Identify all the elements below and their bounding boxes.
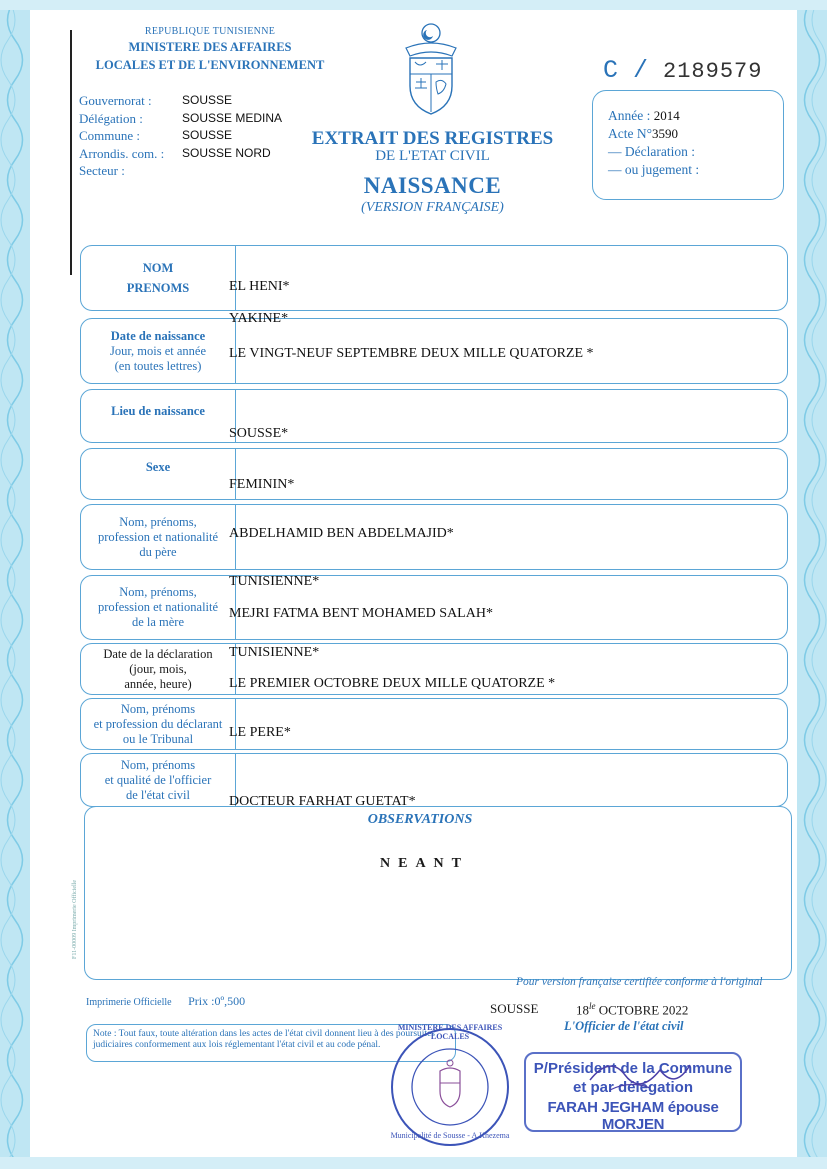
father-name-value: ABDELHAMID BEN ABDELMAJID*	[229, 526, 454, 541]
birthdate-label-1: Date de naissance	[110, 328, 206, 343]
stamp-line-3: FARAH JEGHAM épouse MORJEN	[547, 1099, 719, 1133]
location-label: Secteur :	[79, 163, 125, 178]
location-value: SOUSSE NORD	[182, 145, 271, 160]
act-row	[608, 125, 699, 143]
location-label: Commune :	[79, 128, 141, 143]
observations-title: OBSERVATIONS	[367, 812, 473, 827]
mother-nationality-value: TUNISIENNE*	[229, 645, 320, 660]
officer-label-2: et qualité de l'officier	[104, 772, 212, 787]
issue-month-year: OCTOBRE 2022	[598, 1002, 689, 1018]
row-label	[81, 505, 236, 569]
ministry-line-1: MINISTERE DES AFFAIRES	[128, 40, 292, 54]
declaration-label-1: Date de la déclaration	[103, 646, 213, 661]
row-label	[81, 319, 236, 383]
issue-day: 18	[576, 1002, 589, 1018]
father-nationality-value: TUNISIENNE*	[229, 574, 320, 589]
row-label	[81, 644, 236, 694]
act-label: Acte N°	[608, 126, 653, 141]
serial-value: 2189579	[663, 59, 763, 84]
ministry-header	[80, 26, 340, 73]
declaration-label-2: (jour, mois,	[129, 661, 187, 676]
row-birthplace	[80, 389, 788, 443]
declarant-label-1: Nom, prénoms	[120, 701, 196, 716]
round-stamp-bottom-text: Municipalité de Sousse - A.Khezema	[390, 1131, 510, 1140]
declarant-label-3: ou le Tribunal	[122, 731, 194, 746]
coat-of-arms-icon	[400, 22, 462, 118]
mother-label-2: profession et nationalité	[97, 600, 219, 614]
sex-value: FEMININ*	[229, 477, 295, 492]
stamp-line-1: P/Président de la Commune	[533, 1060, 733, 1077]
signature-icon	[580, 1050, 700, 1100]
location-row	[79, 145, 282, 163]
year-row	[608, 107, 699, 125]
ministry-line-2: LOCALES ET DE L'ENVIRONNEMENT	[95, 58, 325, 72]
row-officer	[80, 753, 788, 807]
location-row	[79, 162, 282, 180]
right-guilloche-border	[797, 0, 827, 1169]
row-label	[81, 390, 236, 442]
registry-box	[592, 90, 784, 200]
price-label: Prix :0º,500	[188, 994, 246, 1008]
prenoms-value: YAKINE*	[229, 311, 289, 326]
municipal-round-stamp	[388, 1025, 512, 1149]
title-version: (VERSION FRANÇAISE)	[361, 200, 504, 215]
side-print-code: F11-00009 Imprimerie Officielle	[72, 880, 78, 959]
issue-date	[576, 1001, 688, 1018]
sex-label: Sexe	[145, 459, 171, 474]
serial-prefix: C /	[603, 56, 649, 85]
declaration-date-value: LE PREMIER OCTOBRE DEUX MILLE QUATORZE *	[229, 676, 556, 691]
officer-title: L'Officier de l'état civil	[564, 1019, 684, 1033]
father-label-3: du père	[139, 544, 177, 559]
declaration-label: — Déclaration :	[608, 144, 695, 159]
act-value: 3590	[652, 126, 679, 141]
stamp-line-2: et par délégation	[572, 1079, 694, 1096]
certified-statement: Pour version française certifiée conforme à l'original	[516, 976, 763, 988]
row-label	[81, 699, 236, 749]
top-border	[0, 0, 827, 10]
title-line-1: EXTRAIT DES REGISTRES	[311, 128, 554, 149]
row-label	[81, 576, 236, 639]
location-label: Arrondis. com. :	[79, 145, 165, 161]
observations-box	[84, 806, 792, 980]
mother-label-3: de la mère	[131, 615, 185, 629]
round-stamp-top-text: MINISTERE DES AFFAIRES LOCALES	[397, 1023, 503, 1041]
document-title	[290, 128, 575, 216]
row-declarant	[80, 698, 788, 750]
location-row	[79, 110, 282, 128]
observations-value: NEANT	[380, 856, 470, 871]
judgement-label: — ou jugement :	[608, 162, 700, 177]
officer-label-3: de l'état civil	[125, 787, 191, 802]
declarant-value: LE PERE*	[229, 725, 291, 740]
declarant-label-2: et profession du déclarant	[93, 716, 223, 731]
issue-city: SOUSSE	[490, 1001, 539, 1016]
location-row	[79, 127, 282, 145]
serial-number	[603, 56, 762, 85]
birthplace-value: SOUSSE*	[229, 426, 289, 441]
printer-info	[86, 994, 245, 1009]
location-value: SOUSSE	[182, 128, 233, 142]
location-value: SOUSSE	[182, 93, 233, 107]
nom-value: EL HENI*	[229, 279, 290, 294]
republic-label: REPUBLIQUE TUNISIENNE	[144, 26, 276, 37]
prenoms-label: PRENOMS	[126, 280, 190, 295]
title-naissance: NAISSANCE	[363, 173, 502, 198]
left-guilloche-border	[0, 0, 30, 1169]
row-label	[81, 754, 236, 806]
location-label: Gouvernorat :	[79, 93, 152, 108]
nom-label: NOM	[142, 260, 174, 275]
father-label-1: Nom, prénoms,	[119, 514, 197, 529]
father-label-2: profession et nationalité	[97, 529, 219, 544]
mother-label-1: Nom, prénoms,	[119, 585, 197, 599]
row-label	[81, 449, 236, 499]
officer-value: DOCTEUR FARHAT GUETAT*	[229, 794, 416, 809]
location-row	[79, 92, 282, 110]
birthdate-label-3: (en toutes lettres)	[114, 358, 202, 373]
year-label: Année :	[608, 108, 651, 123]
mother-name-value: MEJRI FATMA BENT MOHAMED SALAH*	[229, 606, 493, 621]
year-value: 2014	[653, 108, 680, 123]
location-fields	[79, 92, 282, 180]
row-label	[81, 246, 236, 310]
printer-label: Imprimerie Officielle	[86, 997, 172, 1008]
officer-label-1: Nom, prénoms	[120, 757, 196, 772]
declaration-label-3: année, heure)	[124, 676, 192, 691]
legal-note: Note : Tout faux, toute altération dans les actes de l'état civil donnent lieu à des poursuites judiciaires conformement aux lois réglementant l'état civil et au code pénal.	[86, 1024, 456, 1062]
location-label: Délégation :	[79, 110, 143, 126]
row-nom-prenoms	[80, 245, 788, 311]
bottom-border	[0, 1157, 827, 1169]
title-line-2: DE L'ETAT CIVIL	[375, 148, 490, 164]
location-value: SOUSSE MEDINA	[182, 110, 283, 125]
birthdate-value: LE VINGT-NEUF SEPTEMBRE DEUX MILLE QUATORZE *	[229, 346, 594, 361]
birthdate-label-2: Jour, mois et année	[109, 343, 206, 358]
issue-day-suffix: le	[589, 1001, 596, 1011]
margin-line	[70, 30, 72, 275]
birthplace-label: Lieu de naissance	[111, 403, 205, 418]
row-sex	[80, 448, 788, 500]
